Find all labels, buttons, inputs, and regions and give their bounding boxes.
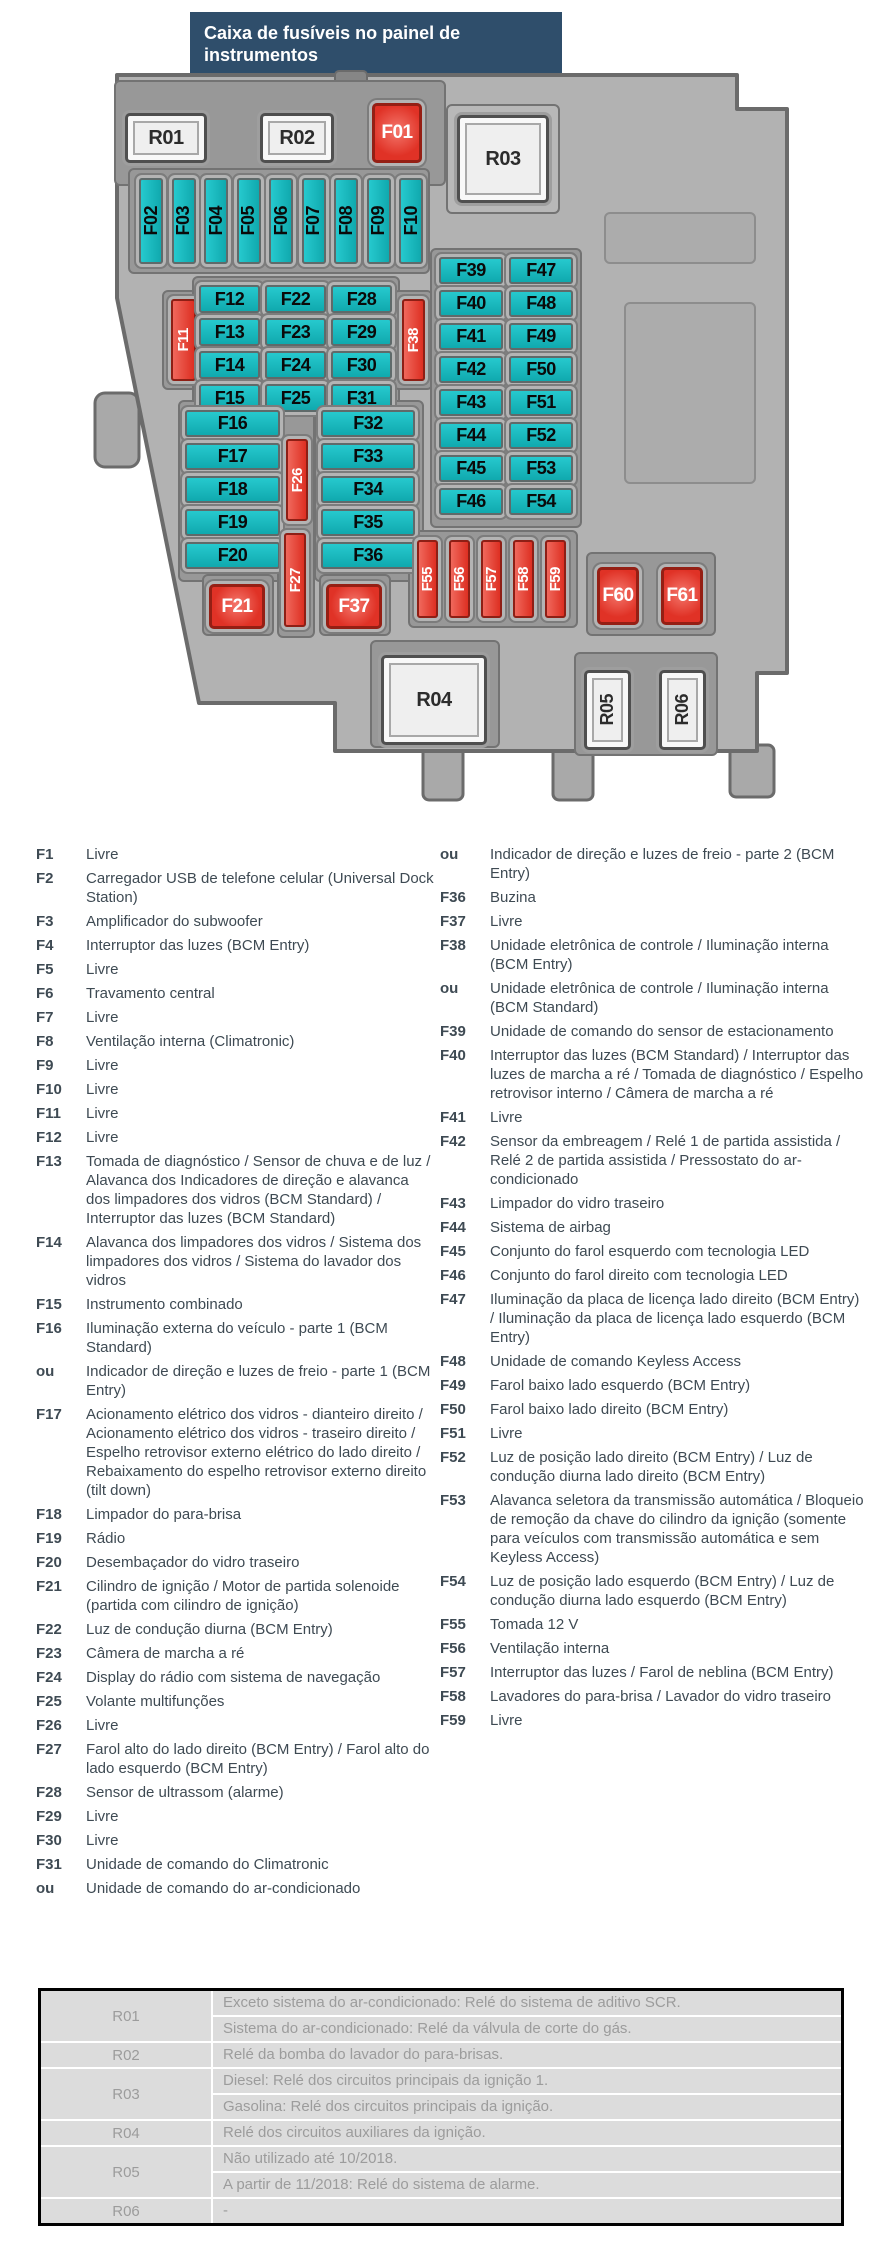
legend-entry	[440, 1572, 866, 1610]
legend-key: F52	[440, 1449, 466, 1466]
fuse-label: F06	[270, 206, 291, 236]
legend-text: Interruptor das luzes (BCM Entry)	[86, 937, 310, 954]
fuse-label: F26	[288, 467, 306, 493]
fuse-label: F27	[286, 567, 304, 593]
legend-text: Livre	[490, 1712, 523, 1729]
legend-key: F14	[36, 1234, 62, 1251]
legend-entry	[36, 960, 434, 979]
fuse-F13: F13	[199, 318, 260, 346]
fuse-F45: F45	[439, 455, 503, 482]
fuse-F59	[545, 540, 566, 618]
relay-table-line: Relé dos circuitos auxiliares da ignição.	[213, 2121, 841, 2145]
fuse-label: F57	[483, 566, 500, 592]
legend-key: F13	[36, 1153, 62, 1170]
legend-key: F21	[36, 1578, 62, 1595]
legend-text: Alavanca seletora da transmissão automática / Bloqueio de remoção da chave do cilindro da ignição (somente para veículos com transmissão automática e sem Keyless Access)	[490, 1492, 864, 1566]
legend-key: F49	[440, 1377, 466, 1394]
fuse-label: R06	[672, 694, 692, 726]
legend-entry	[36, 1056, 434, 1075]
fuse-F20: F20	[185, 542, 280, 569]
legend-entry	[440, 1218, 866, 1237]
fuse-F51: F51	[509, 389, 573, 416]
legend-key: F12	[36, 1129, 62, 1146]
legend-key: F17	[36, 1406, 62, 1423]
fuse-F31: F31	[331, 384, 392, 412]
legend-text: Tomada 12 V	[490, 1616, 579, 1633]
legend-entry	[440, 936, 866, 974]
fuse-F39: F39	[439, 257, 503, 284]
fuse-label: F58	[515, 566, 532, 592]
legend-key: F31	[36, 1856, 62, 1873]
relay-table	[38, 1988, 844, 2226]
legend-entry	[440, 1424, 866, 1443]
legend-entry	[440, 1022, 866, 1041]
legend-text: Unidade eletrônica de controle / Iluminação interna (BCM Standard)	[490, 980, 829, 1016]
fuse-label: F05	[238, 206, 258, 236]
legend-text: Livre	[86, 846, 119, 863]
legend-key: F43	[440, 1195, 466, 1212]
legend-key: F28	[36, 1784, 62, 1801]
legend-text: Instrumento combinado	[86, 1296, 243, 1313]
legend-entry	[440, 1266, 866, 1285]
fuse-label: F59	[547, 566, 564, 592]
fuse-F44: F44	[439, 422, 503, 449]
legend-entry	[36, 1362, 434, 1400]
fuse-F50: F50	[509, 356, 573, 383]
legend-text: Livre	[86, 1808, 119, 1825]
fuse-label: F11	[175, 328, 192, 352]
legend-text: Cilindro de ignição / Motor de partida solenoide (partida com cilindro de ignição)	[86, 1578, 400, 1614]
legend-entry	[440, 1687, 866, 1706]
fuse-F07	[302, 178, 326, 264]
fuse-F30: F30	[331, 351, 392, 379]
relay-table-line: Sistema do ar-condicionado: Relé da válvula de corte do gás.	[213, 2017, 841, 2041]
fusebox-diagram	[85, 63, 795, 813]
legend-text: Interruptor das luzes / Farol de neblina (BCM Entry)	[490, 1664, 834, 1681]
legend-text: Livre	[86, 961, 119, 978]
legend-text: Farol alto do lado direito (BCM Entry) / Farol alto do lado esquerdo (BCM Entry)	[86, 1741, 430, 1777]
relay-table-line: Exceto sistema do ar-condicionado: Relé do sistema de aditivo SCR.	[213, 1991, 841, 2015]
legend-entry	[36, 1807, 434, 1826]
legend-key: F38	[440, 937, 466, 954]
fuse-F28: F28	[331, 285, 392, 313]
legend-key: F50	[440, 1401, 466, 1418]
legend-key: F6	[36, 985, 54, 1002]
relay-table-line: Diesel: Relé dos circuitos principais da ignição 1.	[213, 2069, 841, 2093]
legend-text: Sensor de ultrassom (alarme)	[86, 1784, 284, 1801]
legend-key: F36	[440, 889, 466, 906]
relay-R04: R04	[381, 655, 487, 745]
legend-text: Farol baixo lado esquerdo (BCM Entry)	[490, 1377, 751, 1394]
legend-entry	[440, 1376, 866, 1395]
legend-entry	[36, 1008, 434, 1027]
legend-entry	[440, 845, 866, 883]
legend-entry	[36, 1080, 434, 1099]
fuse-F48: F48	[509, 290, 573, 317]
legend-key: F24	[36, 1669, 62, 1686]
legend-text: Sistema de airbag	[490, 1219, 611, 1236]
legend-entry	[36, 1032, 434, 1051]
legend-text: Unidade de comando do ar-condicionado	[86, 1880, 361, 1897]
legend-key: F37	[440, 913, 466, 930]
legend-text: Iluminação externa do veículo - parte 1 (BCM Standard)	[86, 1320, 388, 1356]
relay-table-key: R05	[41, 2147, 211, 2197]
legend-entry	[440, 1132, 866, 1189]
legend-text: Unidade de comando do sensor de estacionamento	[490, 1023, 834, 1040]
legend-entry	[36, 1529, 434, 1548]
legend-text: Ventilação interna	[490, 1640, 610, 1657]
fuse-label: F09	[368, 206, 388, 236]
legend-key: ou	[440, 846, 459, 863]
legend-key: F55	[440, 1616, 466, 1633]
relay-R03: R03	[457, 115, 549, 203]
legend-key: F51	[440, 1425, 466, 1442]
legend-text: Display do rádio com sistema de navegação	[86, 1669, 381, 1686]
legend-text: Livre	[86, 1081, 119, 1098]
fuse-F43: F43	[439, 389, 503, 416]
legend-entry	[36, 984, 434, 1003]
legend-key: F30	[36, 1832, 62, 1849]
legend-text: Livre	[86, 1717, 119, 1734]
fuse-F17: F17	[185, 443, 280, 470]
legend-text: Luz de posição lado direito (BCM Entry) / Luz de condução diurna lado direito (BCM Entry)	[490, 1449, 813, 1485]
legend-text: Buzina	[490, 889, 536, 906]
fuse-label: F02	[140, 206, 161, 236]
legend-entry	[36, 1692, 434, 1711]
relay-table-line: A partir de 11/2018: Relé do sistema de alarme.	[213, 2173, 841, 2197]
legend-key: F5	[36, 961, 54, 978]
page-title: Caixa de fusíveis no painel de instrumentos	[190, 12, 562, 76]
fuse-F16: F16	[185, 410, 280, 437]
legend-entry	[36, 1553, 434, 1572]
legend-text: Amplificador do subwoofer	[86, 913, 263, 930]
legend-text: Travamento central	[86, 985, 215, 1002]
legend-text: Desembaçador do vidro traseiro	[86, 1554, 300, 1571]
fuse-F27	[284, 533, 306, 627]
legend-text: Unidade eletrônica de controle / Iluminação interna (BCM Entry)	[490, 937, 829, 973]
legend-key: F3	[36, 913, 54, 930]
fuse-F34: F34	[321, 476, 415, 503]
fuse-F23: F23	[265, 318, 326, 346]
legend-key: F53	[440, 1492, 466, 1509]
legend-key: F25	[36, 1693, 62, 1710]
legend-key: ou	[440, 980, 459, 997]
legend-entry	[440, 1448, 866, 1486]
fuse-label: F10	[400, 206, 421, 236]
legend-text: Limpador do vidro traseiro	[490, 1195, 665, 1212]
legend-entry	[440, 1663, 866, 1682]
legend-text: Livre	[86, 1105, 119, 1122]
fuse-F41: F41	[439, 323, 503, 350]
legend-text: Livre	[86, 1057, 119, 1074]
fuse-F06	[269, 178, 293, 264]
legend-key: ou	[36, 1363, 55, 1380]
legend-entry	[440, 1108, 866, 1127]
fuse-label: F38	[405, 327, 422, 353]
legend-entry	[36, 912, 434, 931]
legend-key: F2	[36, 870, 54, 887]
legend-text: Lavadores do para-brisa / Lavador do vidro traseiro	[490, 1688, 832, 1705]
legend-key: F20	[36, 1554, 62, 1571]
legend-key: F7	[36, 1009, 54, 1026]
fuse-F04	[204, 178, 228, 264]
legend-entry	[440, 1639, 866, 1658]
legend-key: F42	[440, 1133, 466, 1150]
legend-key: F54	[440, 1573, 466, 1590]
legend-text: Livre	[490, 1425, 523, 1442]
fuse-F52: F52	[509, 422, 573, 449]
relay-table-line: Gasolina: Relé dos circuitos principais da ignição.	[213, 2095, 841, 2119]
legend-entry	[36, 936, 434, 955]
legend-text: Tomada de diagnóstico / Sensor de chuva e de luz / Alavanca dos Indicadores de direção e alavanca dos limpadores dos vidros (BCM Standard) / Interruptor das luzes (BCM Standard)	[86, 1153, 431, 1227]
legend-text: Livre	[86, 1832, 119, 1849]
legend-text: Indicador de direção e luzes de freio - parte 2 (BCM Entry)	[490, 846, 835, 882]
legend-entry	[440, 1711, 866, 1730]
fuse-F60: F60	[597, 567, 639, 625]
fuse-F22: F22	[265, 285, 326, 313]
legend-entry	[36, 1855, 434, 1874]
legend-entry	[440, 1400, 866, 1419]
legend-text: Alavanca dos limpadores dos vidros / Sistema dos limpadores dos vidros / Sistema do lavador dos vidros	[86, 1234, 422, 1289]
fuse-F47: F47	[509, 257, 573, 284]
legend-key: F1	[36, 846, 54, 863]
relay-table-key: R04	[41, 2121, 211, 2145]
legend-text: Livre	[86, 1129, 119, 1146]
legend-entry	[36, 1405, 434, 1500]
legend-text: Unidade de comando Keyless Access	[490, 1353, 741, 1370]
legend-text: Livre	[490, 913, 523, 930]
legend-text: Sensor da embreagem / Relé 1 de partida assistida / Relé 2 de partida assistida / Pressostato do ar-condicionado	[490, 1133, 841, 1188]
fuse-F32: F32	[321, 410, 415, 437]
legend-text: Câmera de marcha a ré	[86, 1645, 245, 1662]
relay-R05	[584, 670, 631, 750]
legend-entry	[36, 1505, 434, 1524]
fuse-F18: F18	[185, 476, 280, 503]
legend-column-right	[440, 845, 866, 1735]
fuse-F37: F37	[326, 584, 382, 629]
fuse-layer	[85, 63, 795, 813]
legend-entry	[36, 1644, 434, 1663]
legend-entry	[440, 912, 866, 931]
fuse-F35: F35	[321, 509, 415, 536]
relay-table-key: R02	[41, 2043, 211, 2067]
fuse-F40: F40	[439, 290, 503, 317]
legend-key: F26	[36, 1717, 62, 1734]
fuse-label: F55	[419, 566, 436, 592]
fuse-label: F03	[173, 206, 193, 236]
legend-entry	[36, 1577, 434, 1615]
fuse-label: F56	[451, 566, 468, 592]
legend-entry	[36, 845, 434, 864]
legend-entry	[36, 869, 434, 907]
legend-entry	[440, 1242, 866, 1261]
legend-entry	[36, 1233, 434, 1290]
legend-text: Carregador USB de telefone celular (Universal Dock Station)	[86, 870, 434, 906]
relay-table-key: R01	[41, 1991, 211, 2041]
fuse-F02	[139, 178, 163, 264]
legend-entry	[36, 1879, 434, 1898]
legend-key: F47	[440, 1291, 466, 1308]
legend-entry	[36, 1740, 434, 1778]
fuse-F29: F29	[331, 318, 392, 346]
legend-text: Limpador do para-brisa	[86, 1506, 242, 1523]
fuse-F49: F49	[509, 323, 573, 350]
legend-entry	[440, 1194, 866, 1213]
legend-key: F23	[36, 1645, 62, 1662]
legend-key: ou	[36, 1880, 55, 1897]
relay-R01: R01	[125, 113, 207, 163]
legend-text: Livre	[86, 1009, 119, 1026]
legend-text: Interruptor das luzes (BCM Standard) / Interruptor das luzes de marcha a ré / Tomada de diagnóstico / Espelho retrovisor interno / Câmera de marcha a ré	[490, 1047, 864, 1102]
legend-key: F19	[36, 1530, 62, 1547]
fuse-F57	[481, 540, 502, 618]
legend-entry	[36, 1295, 434, 1314]
legend-text: Indicador de direção e luzes de freio - parte 1 (BCM Entry)	[86, 1363, 431, 1399]
fuse-F05	[237, 178, 261, 264]
fuse-F33: F33	[321, 443, 415, 470]
legend-key: F40	[440, 1047, 466, 1064]
fuse-F21: F21	[209, 584, 265, 629]
fuse-F10	[399, 178, 423, 264]
legend-key: F4	[36, 937, 54, 954]
legend-key: F16	[36, 1320, 62, 1337]
relay-table-line: Relé da bomba do lavador do para-brisas.	[213, 2043, 841, 2067]
legend-entry	[36, 1620, 434, 1639]
legend-key: F9	[36, 1057, 54, 1074]
legend-key: F45	[440, 1243, 466, 1260]
fuse-F14: F14	[199, 351, 260, 379]
fuse-F38	[402, 299, 425, 381]
legend-entry	[440, 888, 866, 907]
relay-R02: R02	[260, 113, 334, 163]
legend-entry	[36, 1831, 434, 1850]
legend-key: F10	[36, 1081, 62, 1098]
legend-entry	[440, 1491, 866, 1567]
legend-key: F41	[440, 1109, 466, 1126]
relay-table-line: Não utilizado até 10/2018.	[213, 2147, 841, 2171]
legend-entry	[440, 979, 866, 1017]
legend-entry	[36, 1716, 434, 1735]
legend-key: F18	[36, 1506, 62, 1523]
legend-text: Luz de condução diurna (BCM Entry)	[86, 1621, 333, 1638]
legend-text: Luz de posição lado esquerdo (BCM Entry) / Luz de condução diurna lado esquerdo (BCM Entry)	[490, 1573, 835, 1609]
legend-key: F58	[440, 1688, 466, 1705]
legend-entry	[440, 1352, 866, 1371]
legend-entry	[36, 1104, 434, 1123]
fuse-F61: F61	[661, 567, 703, 625]
relay-R06	[659, 670, 706, 750]
legend-key: F11	[36, 1105, 62, 1122]
legend-text: Ventilação interna (Climatronic)	[86, 1033, 295, 1050]
fuse-F01: F01	[372, 103, 422, 163]
fuse-F15: F15	[199, 384, 260, 412]
fuse-F12: F12	[199, 285, 260, 313]
fuse-label: F04	[205, 206, 226, 236]
legend-key: F15	[36, 1296, 62, 1313]
fuse-F58	[513, 540, 534, 618]
legend-entry	[36, 1319, 434, 1357]
legend-text: Conjunto do farol direito com tecnologia LED	[490, 1267, 788, 1284]
fuse-F54: F54	[509, 488, 573, 515]
legend-entry	[440, 1615, 866, 1634]
relay-table-line: -	[213, 2199, 841, 2223]
fuse-F03	[172, 178, 196, 264]
fuse-F36: F36	[321, 542, 415, 569]
legend-text: Acionamento elétrico dos vidros - dianteiro direito / Acionamento elétrico dos vidros - traseiro direito / Espelho retrovisor externo elétrico do lado direito / Rebaixamento do espelho retrovisor externo direito (tilt down)	[86, 1406, 427, 1499]
legend-text: Unidade de comando do Climatronic	[86, 1856, 329, 1873]
fuse-F09	[367, 178, 391, 264]
legend-text: Conjunto do farol esquerdo com tecnologia LED	[490, 1243, 810, 1260]
legend-key: F48	[440, 1353, 466, 1370]
legend-column-left	[36, 845, 434, 1903]
legend-key: F27	[36, 1741, 62, 1758]
fuse-F55	[417, 540, 438, 618]
legend-entry	[36, 1128, 434, 1147]
fuse-label: F07	[303, 206, 323, 236]
fuse-F25: F25	[265, 384, 326, 412]
fuse-F19: F19	[185, 509, 280, 536]
legend-key: F29	[36, 1808, 62, 1825]
legend-entry	[36, 1152, 434, 1228]
legend-key: F59	[440, 1712, 466, 1729]
legend-text: Iluminação da placa de licença lado direito (BCM Entry) / Iluminação da placa de licença lado esquerdo (BCM Entry)	[490, 1291, 860, 1346]
fuse-F08	[334, 178, 358, 264]
fuse-F42: F42	[439, 356, 503, 383]
legend-text: Volante multifunções	[86, 1693, 225, 1710]
legend-entry	[36, 1668, 434, 1687]
relay-table-key: R06	[41, 2199, 211, 2223]
legend-key: F56	[440, 1640, 466, 1657]
legend-text: Farol baixo lado direito (BCM Entry)	[490, 1401, 729, 1418]
fuse-F56	[449, 540, 470, 618]
legend-key: F8	[36, 1033, 54, 1050]
fuse-F24: F24	[265, 351, 326, 379]
fuse-F26	[286, 439, 308, 521]
fuse-label: R05	[597, 694, 617, 726]
fuse-F11	[171, 299, 196, 381]
relay-table-key: R03	[41, 2069, 211, 2119]
legend-entry	[440, 1046, 866, 1103]
legend-key: F39	[440, 1023, 466, 1040]
legend-key: F44	[440, 1219, 466, 1236]
fuse-label: F08	[335, 206, 356, 236]
fuse-F46: F46	[439, 488, 503, 515]
fuse-F53: F53	[509, 455, 573, 482]
legend-key: F22	[36, 1621, 62, 1638]
legend-entry	[440, 1290, 866, 1347]
legend-entry	[36, 1783, 434, 1802]
legend-text: Rádio	[86, 1530, 126, 1547]
legend-text: Livre	[490, 1109, 523, 1126]
legend-key: F46	[440, 1267, 466, 1284]
legend-key: F57	[440, 1664, 466, 1681]
